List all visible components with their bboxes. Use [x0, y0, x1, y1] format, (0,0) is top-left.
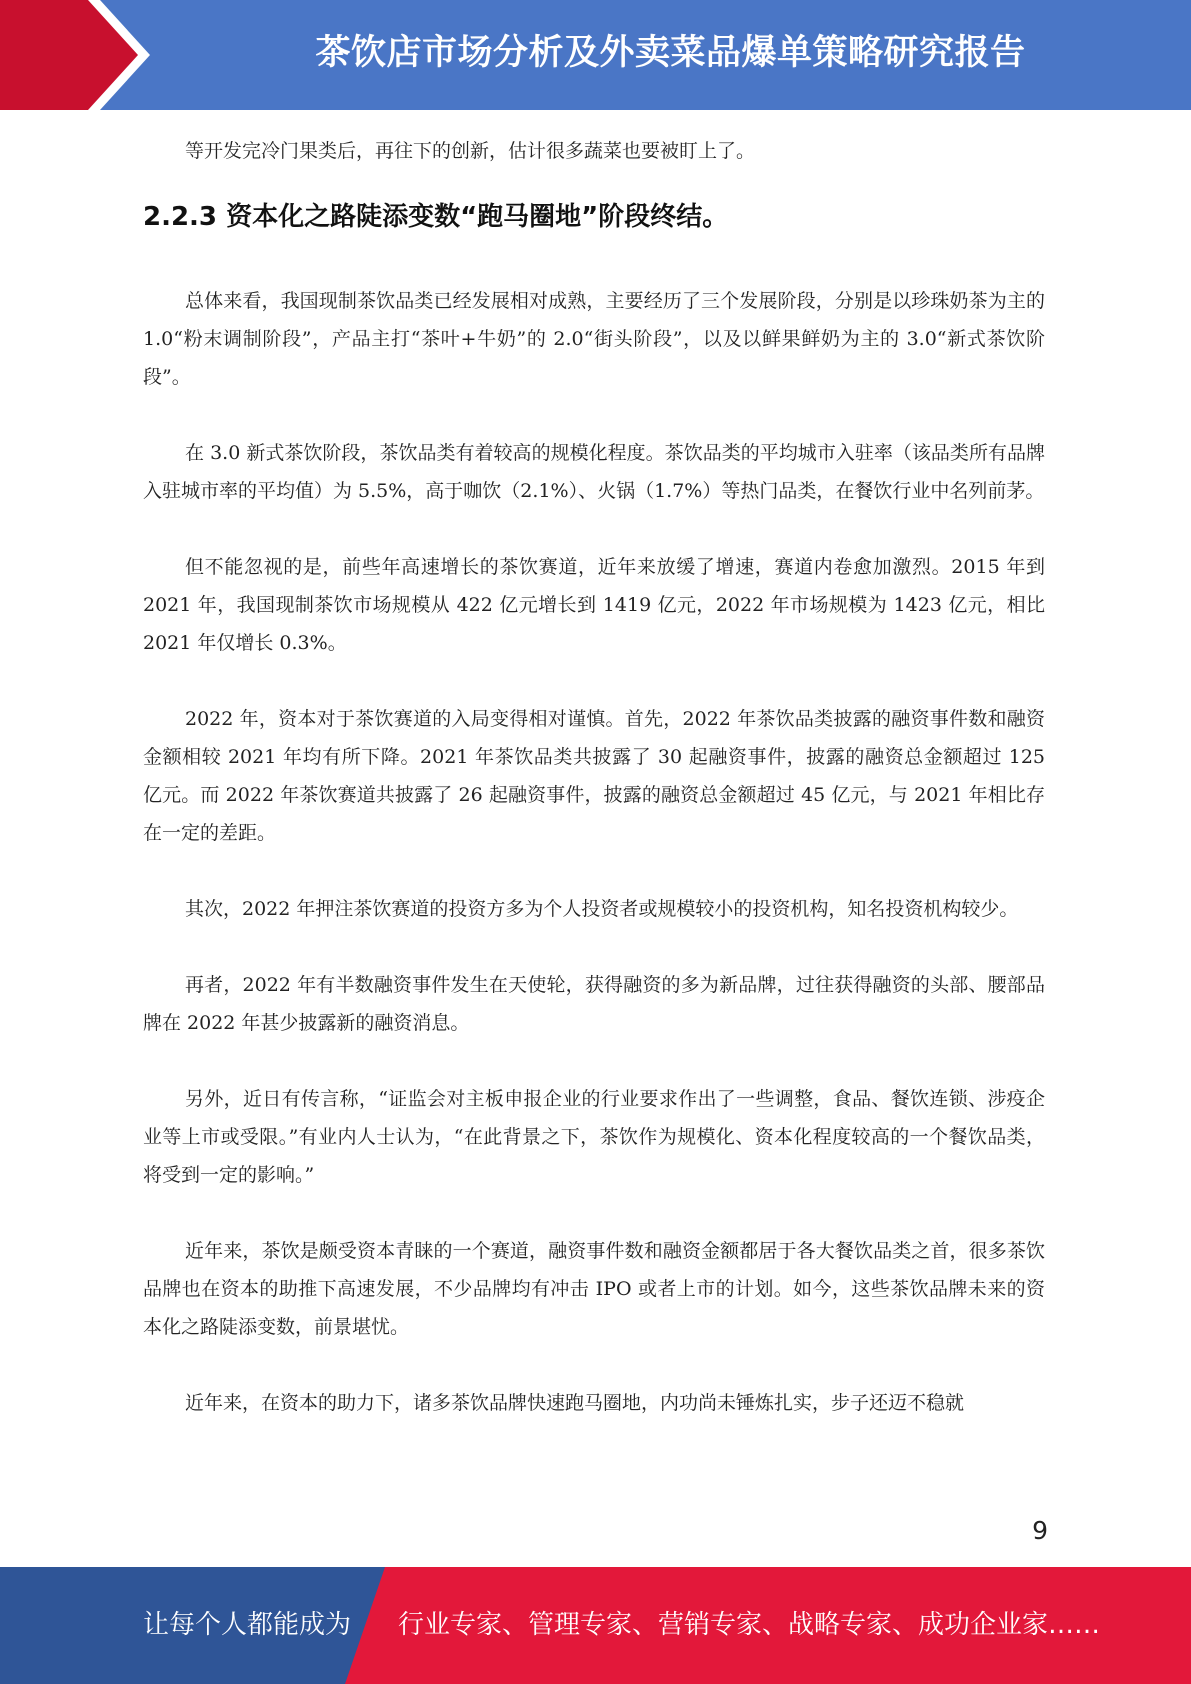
- section-heading: 2.2.3 资本化之路陡添变数“跑马圈地”阶段终结。: [143, 202, 729, 232]
- paragraph-1: 总体来看，我国现制茶饮品类已经发展相对成熟，主要经历了三个发展阶段，分别是以珍珠奶茶为主的 1.0“粉末调制阶段”，产品主打“茶叶+牛奶”的 2.0“街头阶段”，以及以鲜果鲜奶为主的 3.0“新式茶饮阶段”。: [143, 290, 1045, 388]
- header-arrow-red: [0, 0, 138, 110]
- paragraph-5: 其次，2022 年押注茶饮赛道的投资方多为个人投资者或规模较小的投资机构，知名投资机构较少。: [185, 898, 1019, 920]
- page-body: [143, 132, 1045, 1460]
- header-arrow-decoration: [0, 0, 160, 110]
- footer-slogan-right: 行业专家、管理专家、营销专家、战略专家、成功企业家……: [398, 1610, 1101, 1640]
- page-footer: [0, 1567, 1191, 1684]
- paragraph-8: 近年来，茶饮是颇受资本青睐的一个赛道，融资事件数和融资金额都居于各大餐饮品类之首，很多茶饮品牌也在资本的助推下高速发展，不少品牌均有冲击 IPO 或者上市的计划。如今，这些茶饮品牌未来的资本化之路陡添变数，前景堪忧。: [143, 1240, 1045, 1338]
- paragraph-4: 2022 年，资本对于茶饮赛道的入局变得相对谨慎。首先，2022 年茶饮品类披露的融资事件数和融资金额相较 2021 年均有所下降。2021 年茶饮品类共披露了 30 起融资事件，披露的融资总金额超过 125 亿元。而 2022 年茶饮赛道共披露了 26 起融资事件，披露的融资总金额超过 45 亿元，与 2021 年相比存在一定的差距。: [143, 708, 1045, 844]
- lead-paragraph: 等开发完冷门果类后，再往下的创新，估计很多蔬菜也要被盯上了。: [185, 140, 756, 162]
- paragraph-7: 另外，近日有传言称，“证监会对主板申报企业的行业要求作出了一些调整，食品、餐饮连锁、涉疫企业等上市或受限。”有业内人士认为，“在此背景之下，茶饮作为规模化、资本化程度较高的一个餐饮品类，将受到一定的影响。”: [143, 1088, 1045, 1186]
- report-title: 茶饮店市场分析及外卖菜品爆单策略研究报告: [315, 33, 1026, 73]
- paragraph-2: 在 3.0 新式茶饮阶段，茶饮品类有着较高的规模化程度。茶饮品类的平均城市入驻率（该品类所有品牌入驻城市率的平均值）为 5.5%，高于咖饮（2.1%）、火锅（1.7%）等热门品类，在餐饮行业中名列前茅。: [143, 442, 1045, 502]
- paragraph-9: 近年来，在资本的助力下，诸多茶饮品牌快速跑马圈地，内功尚未锤炼扎实，步子还迈不稳就: [185, 1392, 965, 1414]
- page-number: 9: [1032, 1516, 1048, 1545]
- page-header: [0, 0, 1191, 110]
- footer-slogan-left: 让每个人都能成为: [143, 1610, 352, 1640]
- paragraph-6: 再者，2022 年有半数融资事件发生在天使轮，获得融资的多为新品牌，过往获得融资的头部、腰部品牌在 2022 年甚少披露新的融资消息。: [143, 974, 1045, 1034]
- paragraph-3: 但不能忽视的是，前些年高速增长的茶饮赛道，近年来放缓了增速，赛道内卷愈加激烈。2015 年到 2021 年，我国现制茶饮市场规模从 422 亿元增长到 1419 亿元，2022 年市场规模为 1423 亿元，相比 2021 年仅增长 0.3%。: [143, 556, 1045, 654]
